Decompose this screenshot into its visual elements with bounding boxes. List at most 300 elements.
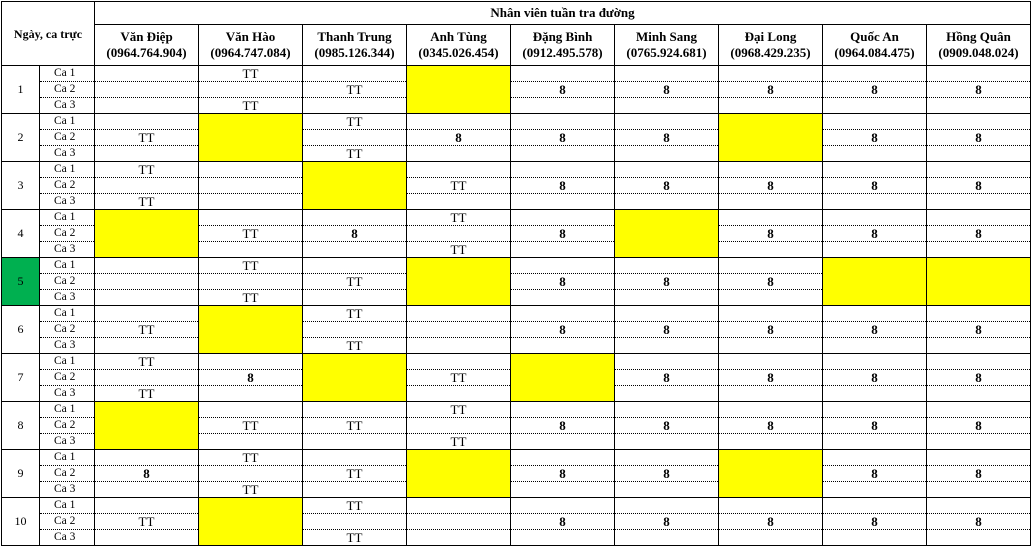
schedule-cell[interactable] [407,162,511,178]
schedule-cell[interactable] [199,194,303,210]
schedule-cell[interactable] [95,226,199,242]
schedule-cell[interactable] [615,162,719,178]
schedule-cell[interactable] [407,354,511,370]
schedule-cell[interactable]: TT [303,466,407,482]
day-cell[interactable]: 9 [2,450,40,498]
schedule-cell[interactable] [823,162,927,178]
schedule-cell[interactable] [303,130,407,146]
day-cell[interactable]: 10 [2,498,40,546]
schedule-cell[interactable] [615,530,719,546]
schedule-cell[interactable]: TT [407,370,511,386]
schedule-cell[interactable]: 8 [927,82,1031,98]
schedule-cell[interactable] [615,242,719,258]
employee-name: Quốc An [850,29,899,44]
schedule-cell[interactable] [95,114,199,130]
schedule-cell[interactable] [511,114,615,130]
schedule-cell[interactable]: 8 [823,130,927,146]
schedule-cell[interactable]: TT [95,322,199,338]
table-row [2,98,1031,114]
schedule-cell[interactable] [303,450,407,466]
schedule-cell[interactable] [615,402,719,418]
schedule-cell[interactable] [823,98,927,114]
schedule-cell[interactable] [823,114,927,130]
schedule-cell[interactable] [927,434,1031,450]
schedule-cell[interactable]: TT [407,242,511,258]
schedule-cell[interactable]: TT [199,450,303,466]
schedule-cell[interactable] [927,290,1031,306]
schedule-cell[interactable] [199,130,303,146]
schedule-cell[interactable] [511,242,615,258]
schedule-cell[interactable] [303,242,407,258]
schedule-cell[interactable] [303,194,407,210]
day-cell[interactable]: 7 [2,354,40,402]
schedule-cell[interactable] [95,482,199,498]
schedule-cell[interactable] [615,434,719,450]
shift-label: Ca 1 [40,258,95,274]
schedule-cell[interactable] [511,66,615,82]
schedule-cell[interactable]: 8 [615,418,719,434]
schedule-cell[interactable] [407,274,511,290]
schedule-cell[interactable] [719,98,823,114]
schedule-cell[interactable] [407,450,511,466]
schedule-cell[interactable] [927,402,1031,418]
schedule-cell[interactable]: 8 [615,370,719,386]
schedule-cell[interactable] [199,434,303,450]
schedule-cell[interactable] [823,274,927,290]
schedule-cell[interactable] [927,306,1031,322]
schedule-cell[interactable] [511,194,615,210]
schedule-cell[interactable] [823,530,927,546]
day-cell[interactable]: 5 [2,258,40,306]
schedule-cell[interactable] [719,210,823,226]
table-row [2,514,1031,530]
schedule-cell[interactable]: TT [95,130,199,146]
schedule-cell[interactable] [615,386,719,402]
schedule-cell[interactable] [511,258,615,274]
schedule-cell[interactable] [823,386,927,402]
employee-phone: (0964.747.084) [210,45,291,60]
schedule-cell[interactable] [719,258,823,274]
schedule-cell[interactable] [199,146,303,162]
day-cell[interactable]: 4 [2,210,40,258]
schedule-cell[interactable]: TT [303,82,407,98]
schedule-cell[interactable]: 8 [615,274,719,290]
schedule-cell[interactable] [719,450,823,466]
schedule-cell[interactable]: 8 [719,274,823,290]
schedule-cell[interactable] [927,386,1031,402]
schedule-cell[interactable] [303,162,407,178]
day-cell[interactable]: 6 [2,306,40,354]
schedule-cell[interactable] [407,418,511,434]
schedule-cell[interactable]: TT [95,194,199,210]
schedule-cell[interactable] [95,306,199,322]
schedule-cell[interactable]: 8 [719,370,823,386]
schedule-cell[interactable] [95,450,199,466]
schedule-cell[interactable] [407,114,511,130]
schedule-cell[interactable]: TT [95,514,199,530]
schedule-cell[interactable] [199,498,303,514]
schedule-cell[interactable] [199,210,303,226]
schedule-cell[interactable] [927,242,1031,258]
schedule-cell[interactable] [303,434,407,450]
schedule-cell[interactable]: 8 [407,130,511,146]
schedule-cell[interactable] [719,130,823,146]
schedule-cell[interactable]: 8 [823,418,927,434]
schedule-cell[interactable] [511,98,615,114]
schedule-cell[interactable]: 8 [927,514,1031,530]
schedule-cell[interactable] [511,370,615,386]
schedule-cell[interactable] [615,194,719,210]
schedule-cell[interactable] [615,258,719,274]
schedule-cell[interactable] [303,210,407,226]
schedule-cell[interactable] [303,370,407,386]
schedule-cell[interactable] [95,242,199,258]
schedule-cell[interactable] [95,210,199,226]
schedule-cell[interactable]: 8 [615,178,719,194]
schedule-cell[interactable]: TT [95,386,199,402]
schedule-cell[interactable] [719,434,823,450]
schedule-cell[interactable] [95,98,199,114]
schedule-cell[interactable]: 8 [719,226,823,242]
schedule-cell[interactable]: 8 [823,226,927,242]
schedule-cell[interactable]: 8 [823,178,927,194]
schedule-cell[interactable] [199,306,303,322]
schedule-cell[interactable] [927,194,1031,210]
employee-phone: (0964.764.904) [106,45,187,60]
table-row [2,178,1031,194]
schedule-cell[interactable] [95,498,199,514]
schedule-cell[interactable]: 8 [719,178,823,194]
schedule-cell[interactable] [303,98,407,114]
schedule-cell[interactable] [95,274,199,290]
table-row [2,242,1031,258]
schedule-cell[interactable] [407,498,511,514]
schedule-cell[interactable] [823,306,927,322]
schedule-cell[interactable] [407,146,511,162]
schedule-cell[interactable]: TT [199,258,303,274]
schedule-cell[interactable] [823,354,927,370]
schedule-cell[interactable] [407,482,511,498]
schedule-cell[interactable] [823,146,927,162]
day-cell[interactable]: 8 [2,402,40,450]
schedule-cell[interactable] [407,514,511,530]
schedule-cell[interactable]: TT [303,530,407,546]
schedule-cell[interactable] [199,514,303,530]
schedule-cell[interactable] [823,450,927,466]
schedule-cell[interactable] [95,418,199,434]
schedule-cell[interactable] [615,114,719,130]
shift-label: Ca 1 [40,210,95,226]
schedule-cell[interactable] [927,162,1031,178]
schedule-cell[interactable]: 8 [95,466,199,482]
schedule-cell[interactable]: TT [199,98,303,114]
schedule-cell[interactable] [719,114,823,130]
schedule-cell[interactable]: TT [199,290,303,306]
schedule-cell[interactable] [407,290,511,306]
schedule-cell[interactable]: TT [303,146,407,162]
schedule-cell[interactable]: 8 [927,226,1031,242]
schedule-cell[interactable] [407,338,511,354]
schedule-cell[interactable] [511,386,615,402]
schedule-cell[interactable] [719,338,823,354]
schedule-cell[interactable] [615,146,719,162]
schedule-cell[interactable] [95,402,199,418]
schedule-cell[interactable] [719,466,823,482]
schedule-cell[interactable] [719,242,823,258]
schedule-cell[interactable] [823,402,927,418]
schedule-cell[interactable]: TT [407,210,511,226]
schedule-cell[interactable] [511,306,615,322]
schedule-cell[interactable]: 8 [719,322,823,338]
schedule-cell[interactable] [511,498,615,514]
day-cell[interactable]: 3 [2,162,40,210]
schedule-cell[interactable]: TT [199,66,303,82]
schedule-cell[interactable]: 8 [719,514,823,530]
schedule-cell[interactable] [199,322,303,338]
schedule-cell[interactable] [95,146,199,162]
schedule-cell[interactable] [303,402,407,418]
schedule-cell[interactable] [95,434,199,450]
schedule-cell[interactable]: 8 [823,322,927,338]
schedule-cell[interactable]: TT [303,418,407,434]
schedule-cell[interactable] [823,258,927,274]
schedule-cell[interactable] [823,194,927,210]
shift-label: Ca 1 [40,162,95,178]
schedule-cell[interactable] [407,466,511,482]
schedule-cell[interactable] [407,258,511,274]
schedule-cell[interactable] [927,498,1031,514]
schedule-cell[interactable] [927,66,1031,82]
schedule-cell[interactable] [719,530,823,546]
schedule-cell[interactable]: 8 [615,322,719,338]
schedule-cell[interactable] [407,306,511,322]
schedule-cell[interactable] [823,66,927,82]
schedule-cell[interactable] [927,530,1031,546]
schedule-cell[interactable] [823,338,927,354]
schedule-cell[interactable] [95,82,199,98]
schedule-cell[interactable] [615,98,719,114]
schedule-cell[interactable] [95,370,199,386]
shift-label: Ca 3 [40,386,95,402]
shift-label: Ca 3 [40,434,95,450]
schedule-cell[interactable] [511,162,615,178]
schedule-cell[interactable] [407,82,511,98]
schedule-cell[interactable] [927,450,1031,466]
day-cell[interactable]: 2 [2,114,40,162]
schedule-cell[interactable]: 8 [823,466,927,482]
shift-label: Ca 2 [40,514,95,530]
schedule-cell[interactable] [719,354,823,370]
schedule-cell[interactable]: 8 [615,130,719,146]
schedule-cell[interactable]: 8 [927,130,1031,146]
schedule-cell[interactable]: 8 [719,82,823,98]
schedule-cell[interactable]: 8 [927,370,1031,386]
schedule-cell[interactable] [199,114,303,130]
schedule-cell[interactable]: TT [303,498,407,514]
schedule-cell[interactable] [927,354,1031,370]
schedule-cell[interactable] [199,162,303,178]
schedule-cell[interactable] [511,290,615,306]
shift-label: Ca 1 [40,450,95,466]
schedule-cell[interactable]: TT [303,274,407,290]
schedule-cell[interactable] [511,338,615,354]
schedule-cell[interactable]: 8 [823,370,927,386]
schedule-cell[interactable] [199,338,303,354]
schedule-cell[interactable]: 8 [823,514,927,530]
shift-label: Ca 2 [40,82,95,98]
schedule-cell[interactable]: 8 [927,466,1031,482]
schedule-cell[interactable] [823,498,927,514]
schedule-cell[interactable] [95,66,199,82]
schedule-cell[interactable] [199,530,303,546]
schedule-cell[interactable] [927,146,1031,162]
employee-name: Văn Hào [225,29,276,44]
schedule-cell[interactable] [823,210,927,226]
schedule-cell[interactable] [95,530,199,546]
schedule-cell[interactable] [823,482,927,498]
schedule-cell[interactable] [511,210,615,226]
schedule-cell[interactable] [615,66,719,82]
schedule-cell[interactable]: 8 [303,226,407,242]
schedule-cell[interactable] [615,338,719,354]
schedule-cell[interactable] [199,82,303,98]
schedule-cell[interactable]: 8 [615,82,719,98]
schedule-cell[interactable]: 8 [719,418,823,434]
schedule-cell[interactable] [303,290,407,306]
schedule-cell[interactable] [615,290,719,306]
schedule-cell[interactable]: 8 [511,418,615,434]
schedule-cell[interactable]: 8 [511,514,615,530]
schedule-cell[interactable] [303,322,407,338]
schedule-cell[interactable] [199,386,303,402]
schedule-cell[interactable] [303,354,407,370]
schedule-cell[interactable]: TT [199,226,303,242]
schedule-cell[interactable] [927,274,1031,290]
schedule-cell[interactable]: 8 [927,322,1031,338]
schedule-cell[interactable] [199,354,303,370]
schedule-cell[interactable] [199,274,303,290]
schedule-cell[interactable] [823,290,927,306]
schedule-cell[interactable]: 8 [511,82,615,98]
schedule-cell[interactable] [407,322,511,338]
schedule-cell[interactable] [719,194,823,210]
schedule-cell[interactable] [719,146,823,162]
schedule-cell[interactable] [199,402,303,418]
schedule-cell[interactable]: TT [95,354,199,370]
schedule-cell[interactable] [511,482,615,498]
shift-label: Ca 2 [40,130,95,146]
shift-label: Ca 2 [40,322,95,338]
schedule-cell[interactable]: TT [303,306,407,322]
shift-label: Ca 3 [40,194,95,210]
schedule-cell[interactable] [407,226,511,242]
schedule-cell[interactable] [511,354,615,370]
schedule-cell[interactable]: TT [95,162,199,178]
schedule-cell[interactable] [615,306,719,322]
schedule-cell[interactable] [303,66,407,82]
schedule-cell[interactable] [95,338,199,354]
schedule-cell[interactable]: 8 [511,274,615,290]
schedule-cell[interactable] [303,178,407,194]
schedule-cell[interactable]: TT [407,434,511,450]
schedule-cell[interactable]: 8 [511,226,615,242]
schedule-cell[interactable] [95,178,199,194]
schedule-cell[interactable] [927,210,1031,226]
schedule-cell[interactable] [927,258,1031,274]
day-cell[interactable]: 1 [2,66,40,114]
schedule-cell[interactable]: 8 [615,514,719,530]
schedule-cell[interactable]: 8 [511,130,615,146]
schedule-cell[interactable] [615,354,719,370]
schedule-cell[interactable] [823,242,927,258]
schedule-cell[interactable]: TT [303,338,407,354]
schedule-cell[interactable]: TT [199,482,303,498]
schedule-cell[interactable] [199,466,303,482]
schedule-cell[interactable]: 8 [199,370,303,386]
schedule-cell[interactable]: 8 [511,466,615,482]
schedule-cell[interactable] [511,434,615,450]
schedule-cell[interactable] [199,242,303,258]
schedule-cell[interactable] [719,482,823,498]
schedule-cell[interactable]: 8 [511,322,615,338]
schedule-cell[interactable] [615,498,719,514]
schedule-cell[interactable] [303,386,407,402]
schedule-cell[interactable] [719,386,823,402]
schedule-cell[interactable] [407,66,511,82]
schedule-cell[interactable]: 8 [823,82,927,98]
schedule-cell[interactable] [511,450,615,466]
schedule-cell[interactable] [719,162,823,178]
schedule-cell[interactable] [927,338,1031,354]
schedule-cell[interactable] [719,290,823,306]
schedule-cell[interactable] [511,402,615,418]
schedule-cell[interactable] [927,482,1031,498]
schedule-cell[interactable] [95,258,199,274]
schedule-cell[interactable] [407,530,511,546]
schedule-cell[interactable] [719,66,823,82]
schedule-cell[interactable]: TT [407,402,511,418]
schedule-cell[interactable] [407,194,511,210]
schedule-cell[interactable] [615,210,719,226]
schedule-cell[interactable]: TT [407,178,511,194]
schedule-cell[interactable]: 8 [927,178,1031,194]
schedule-cell[interactable] [719,498,823,514]
schedule-cell[interactable] [719,402,823,418]
schedule-cell[interactable]: 8 [615,466,719,482]
schedule-cell[interactable] [407,98,511,114]
schedule-cell[interactable] [823,434,927,450]
schedule-cell[interactable] [303,514,407,530]
schedule-cell[interactable]: TT [303,114,407,130]
schedule-cell[interactable] [719,306,823,322]
schedule-cell[interactable] [511,530,615,546]
schedule-cell[interactable] [511,146,615,162]
schedule-cell[interactable] [615,450,719,466]
schedule-cell[interactable]: 8 [511,178,615,194]
schedule-cell[interactable]: TT [199,418,303,434]
schedule-cell[interactable]: 8 [927,418,1031,434]
schedule-cell[interactable] [303,258,407,274]
schedule-cell[interactable] [927,98,1031,114]
schedule-cell[interactable] [95,290,199,306]
schedule-cell[interactable] [615,226,719,242]
schedule-cell[interactable] [199,178,303,194]
schedule-cell[interactable] [303,482,407,498]
employee-phone: (0765.924.681) [626,45,707,60]
schedule-cell[interactable] [407,386,511,402]
schedule-cell[interactable] [927,114,1031,130]
schedule-cell[interactable] [615,482,719,498]
